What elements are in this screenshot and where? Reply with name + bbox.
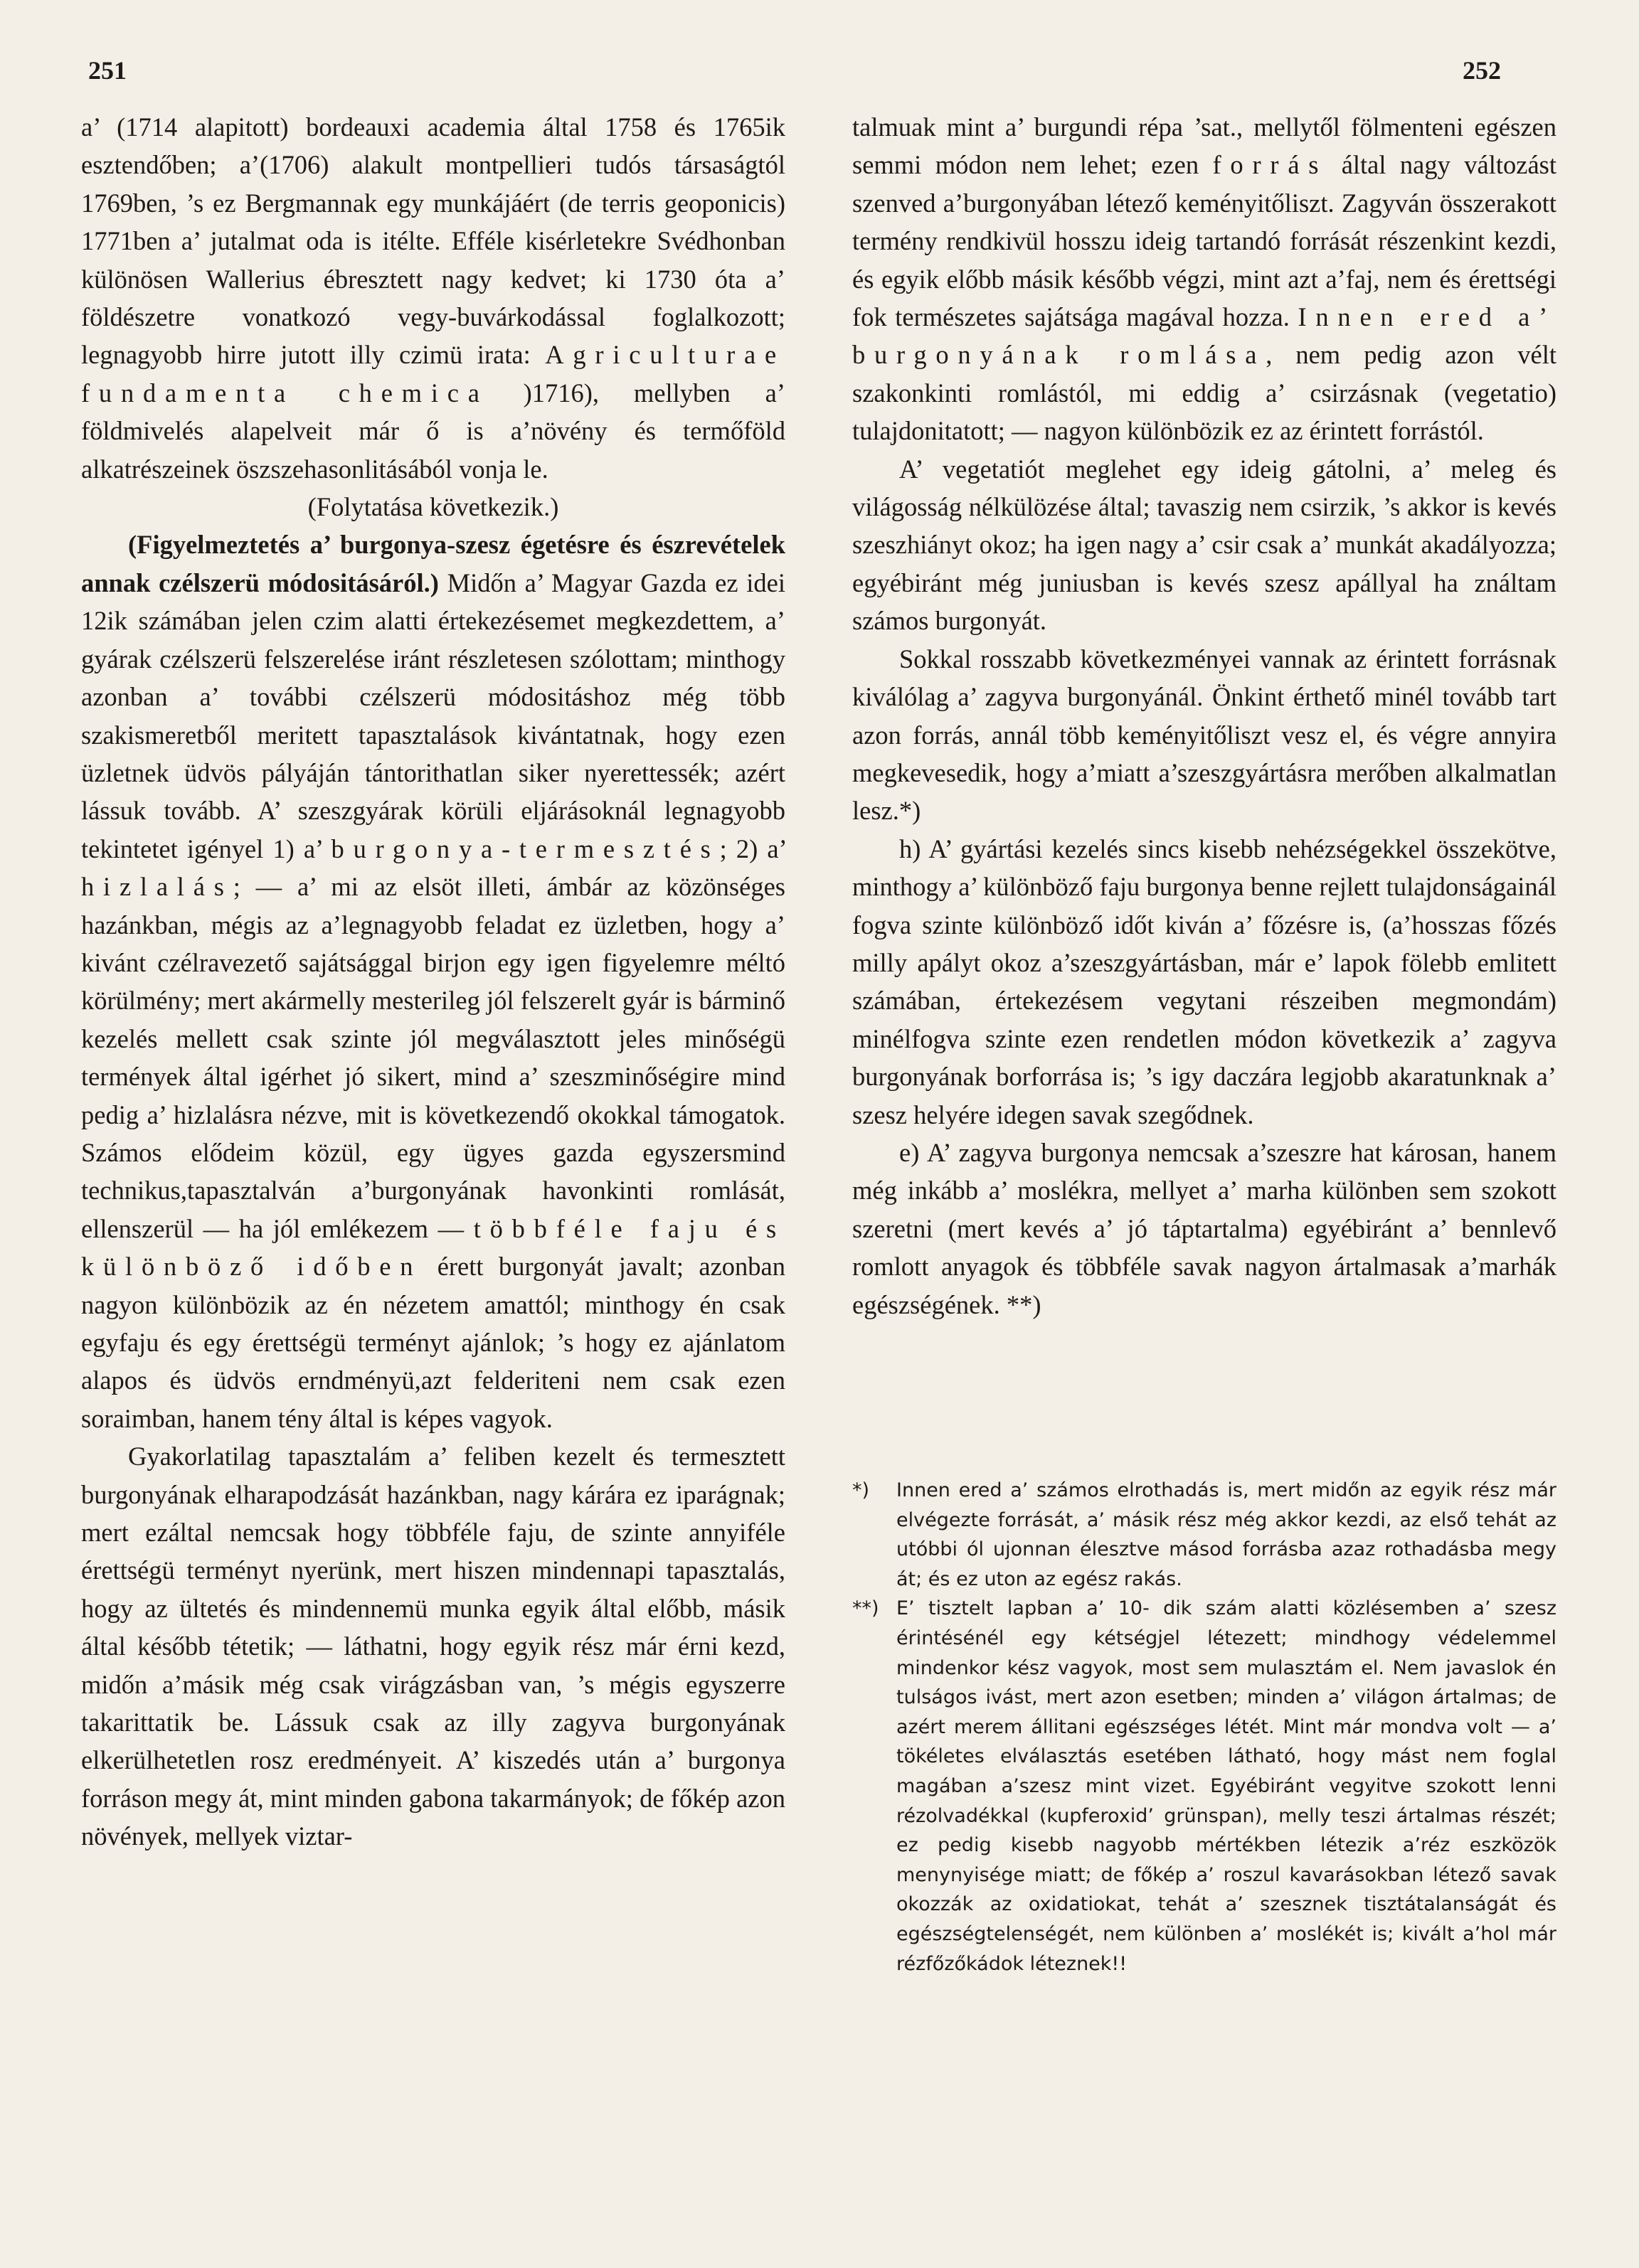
footnotes — [852, 1476, 1556, 1979]
paragraph-text: )1716), mellyben a’ földmivelés alapelveit már ő is a’növény és termőföld alkatrészeinek öszszehasonlitásából vonja le. — [81, 378, 785, 484]
right-column — [852, 108, 1556, 1324]
paragraph-text: ; — a’ mi az elsöt illeti, ámbár az közönséges hazánkban, mégis az a’legnagyobb feladat ez üzletben, hogy a’ kivánt czélravezető sajátsággal birjon egy igen figyelemre méltó körülmény; mert akármelly mesterileg jól felszerelt gyár is bárminő kezelés mellett csak szinte jól megválasztott jeles minőségü termények által igérhet jó sikert, mind a’ szeszminőségire mind pedig a’ hizlalásra nézve, mit is következendő okokkal támogatok. Számos elődeim közül, egy ügyes gazda egyszersmind technikus,tapasztalván a’burgonyának havonkinti romlását, ellenszerül — ha jól emlékezem — — [81, 872, 785, 1243]
footnote-marker: **) — [852, 1597, 879, 1620]
paragraph-text: , nem pedig azon vélt szakonkinti romlástól, mi eddig a’ csirzásnak (vegetatio) tulajdonitatott; — nagyon különbözik ez az érintett forrástól. — [852, 340, 1556, 446]
emphasis-term: burgonya-termesztés — [331, 834, 720, 863]
emphasis-term: forrás — [1212, 150, 1328, 180]
paragraph-academies — [81, 108, 785, 488]
paragraph-text: ; 2) a’ — [719, 834, 785, 863]
continuation-note: (Folytatása következik.) — [307, 492, 559, 522]
emphasis-term: Innen ered a’ burgonyának romlása — [852, 302, 1556, 370]
paragraph-vegetation: A’ vegetatiót meglehet egy ideig gátolni, a’ meleg és világosság nélkülözése által; tavaszig nem csirzik, ’s akkor is kevés szeszhiányt okoz; ha igen nagy a’ csir csak a’ munkát akadályozza; egyébiránt még juniusban is kevés szesz apállyal ha ználtam számos burgonyát. — [852, 454, 1556, 636]
paragraph-text: talmuak mint a’ burgundi répa ’sat., mellytől fölmenteni egészen semmi módon nem lehet; ezen — [852, 112, 1556, 180]
paragraph-text: által nagy változást szenved a’burgonyában létező keményitőliszt. Zagyván összerakott termény rendkivül hosszu ideig tartandó forrását részenkint kezdi, és egyik előbb másik később végzi, mint azt a’faj, nem és érettségi fok természetes sajátsága magával hozza. — [852, 150, 1556, 332]
paragraph-text: a’ (1714 alapitott) bordeauxi academia által 1758 és 1765ik esztendőben; a’(1706) alakult montpellieri tudós társaságtól 1769ben, ’s ez Bergmannak egy munkájáért (de terris geoponicis) 1771ben a’ jutalmat oda is itélte. Efféle kisérletekre Svédhonban különösen Wallerius ébresztett nagy kedvet; ki 1730 óta a’ földészetre vonatkozó vegy-buvárkodással foglalkozott; legnagyobb hirre jutott illy czimü irata: — [81, 112, 785, 370]
left-column — [81, 108, 785, 1856]
footnote — [852, 1476, 1556, 1594]
paragraph-slops: e) A’ zagyva burgonya nemcsak a’szeszre hat károsan, hanem még inkább a’ moslékra, mellyet a’ marha különben sem szokott szeretni (mert kevés a’ jó táptartalma) egyébiránt a’ bennlevő romlott anyagok és többféle savak nagyon ártalmasak a’marhák egészségének. **) — [852, 1137, 1556, 1319]
emphasis-term: többféle faju és különböző időben — [81, 1213, 785, 1282]
paragraph-fermentation — [852, 108, 1556, 450]
article-heading: (Figyelmeztetés a’ burgonya-szesz égetésre és észrevételek annak czélszerü módositásáról.) — [81, 530, 785, 597]
footnote-text: Innen ered a’ számos elrothadás is, mert midőn az egyik rész már elvégezte forrását, a’ másik rész még akkor kezdi, az első tehát az utóbbi ól ujonnan élesztve másod forrásba azaz rothadásba megy át; és ez uton az egész rakás. — [896, 1479, 1556, 1590]
paragraph-text: érett burgonyát javalt; azonban nagyon különbözik az én nézetem amattól; minthogy én csak egyfaju és egy érettségü terményt ajánlok; ’s hogy ez ajánlatom alapos és üdvös erndményü,azt felderiteni nem csak ezen soraimban, hanem tény által is képes vagyok. — [81, 1252, 785, 1433]
page-number-right: 252 — [1463, 56, 1501, 85]
footnote — [852, 1594, 1556, 1979]
footnote-text: E’ tisztelt lapban a’ 10- dik szám alatti közlésemben a’ szesz érintésénél egy kétségjel létezett; mindhogy védelemmel mindenkor kész vagyok, most sem mulasztám el. Nem javaslok én tulságos ivást, mert azon esetben; minden a’ világon ártalmas; de azért merem állitani egészséges létét. Mint már mondva volt — a’ tökéletes elválasztás esetében látható, hogy mást nem foglal magában a’szesz mint vizet. Egyébiránt vegyitve szokott lenni rézolvadékkal (kupferoxid’ grünspan), melly teszi ártalmas részét; ez pedig kisebb nagyobb mértékben létezik a’réz eszközök menynyisége miatt; de főkép a’ roszul kavarásokban létező savak okozzák az oxidatiokat, tehát a’ szesznek tisztátalanságát és egészségtelenségét, nem különben a’ moslékét is; kivált a’hol már rézfőzőkádok léteznek!! — [896, 1597, 1556, 1975]
footnote-marker: *) — [852, 1479, 870, 1501]
paragraph-consequences: Sokkal rosszabb következményei vannak az érintett forrásnak kiválólag a’ zagyva burgonyánál. Önkint érthető minél tovább tart azon forrás, annál több keményitőliszt vesz el, és végre annyira megkevesedik, hogy a’miatt a’szeszgyártásra merőben alkalmatlan lesz.*) — [852, 644, 1556, 826]
paragraph-article-start — [81, 526, 785, 1437]
emphasis-term: hizlalás — [81, 872, 233, 902]
page-number-left: 251 — [88, 56, 127, 85]
paragraph-practice: Gyakorlatilag tapasztalám a’ feliben kezelt és termesztett burgonyának elharapodzását hazánkban, nagy kárára ez iparágnak; mert ezáltal nemcsak hogy többféle faju, de szinte annyiféle érettségü terményt nyerünk, mert hiszen mindennapi tapasztalás, hogy az ültetés és mindennemü munka egyik által előbb, másik által később tétetik; — láthatni, hogy egyik rész már érni kezd, midőn a’másik még csak virágzásban van, ’s mégis egyszerre takarittatik be. Lássuk csak az illy zagyva burgonyának elkerülhetetlen rosz eredményeit. A’ kiszedés után a’ burgonya forráson megy át, mint minden gabona takarmányok; de főkép azon növények, mellyek viztar- — [81, 1442, 785, 1851]
paragraph-processing: h) A’ gyártási kezelés sincs kisebb nehézségekkel összekötve, minthogy a’ különböző faju burgonya benne rejlett tulajdonságainál fogva szinte különböző időt kiván a’ főzésre is, (a’hosszas főzés milly apályt okoz a’szeszgyártásban, már e’ lapok fölebb emlitett számában, értekezésem vegytani részeiben megmondám) minélfogva szinte ezen rendetlen módon következik a’ zagyva burgonyának borforrása is; ’s igy daczára legjobb akaratunknak a’ szesz helyére idegen savak szegődnek. — [852, 834, 1556, 1129]
book-title: Agriculturae fundamenta chemica — [81, 340, 786, 408]
paragraph-text: Midőn a’ Magyar Gazda ez idei 12ik számában jelen czim alatti értekezésemet megkezdettem, a’ gyárak czélszerü felszerelése iránt részletesen szólottam; minthogy azonban a’ további czélszerü módositáshoz még több szakismeretből meritett tapasztalások kivántatnak, hogy ezen üzletnek üdvös pályáján tántorithatlan siker nyerettessék; azért lássuk tovább. A’ szeszgyárak körüli eljárásoknál legnagyobb tekintetet igényel 1) a’ — [81, 568, 785, 863]
